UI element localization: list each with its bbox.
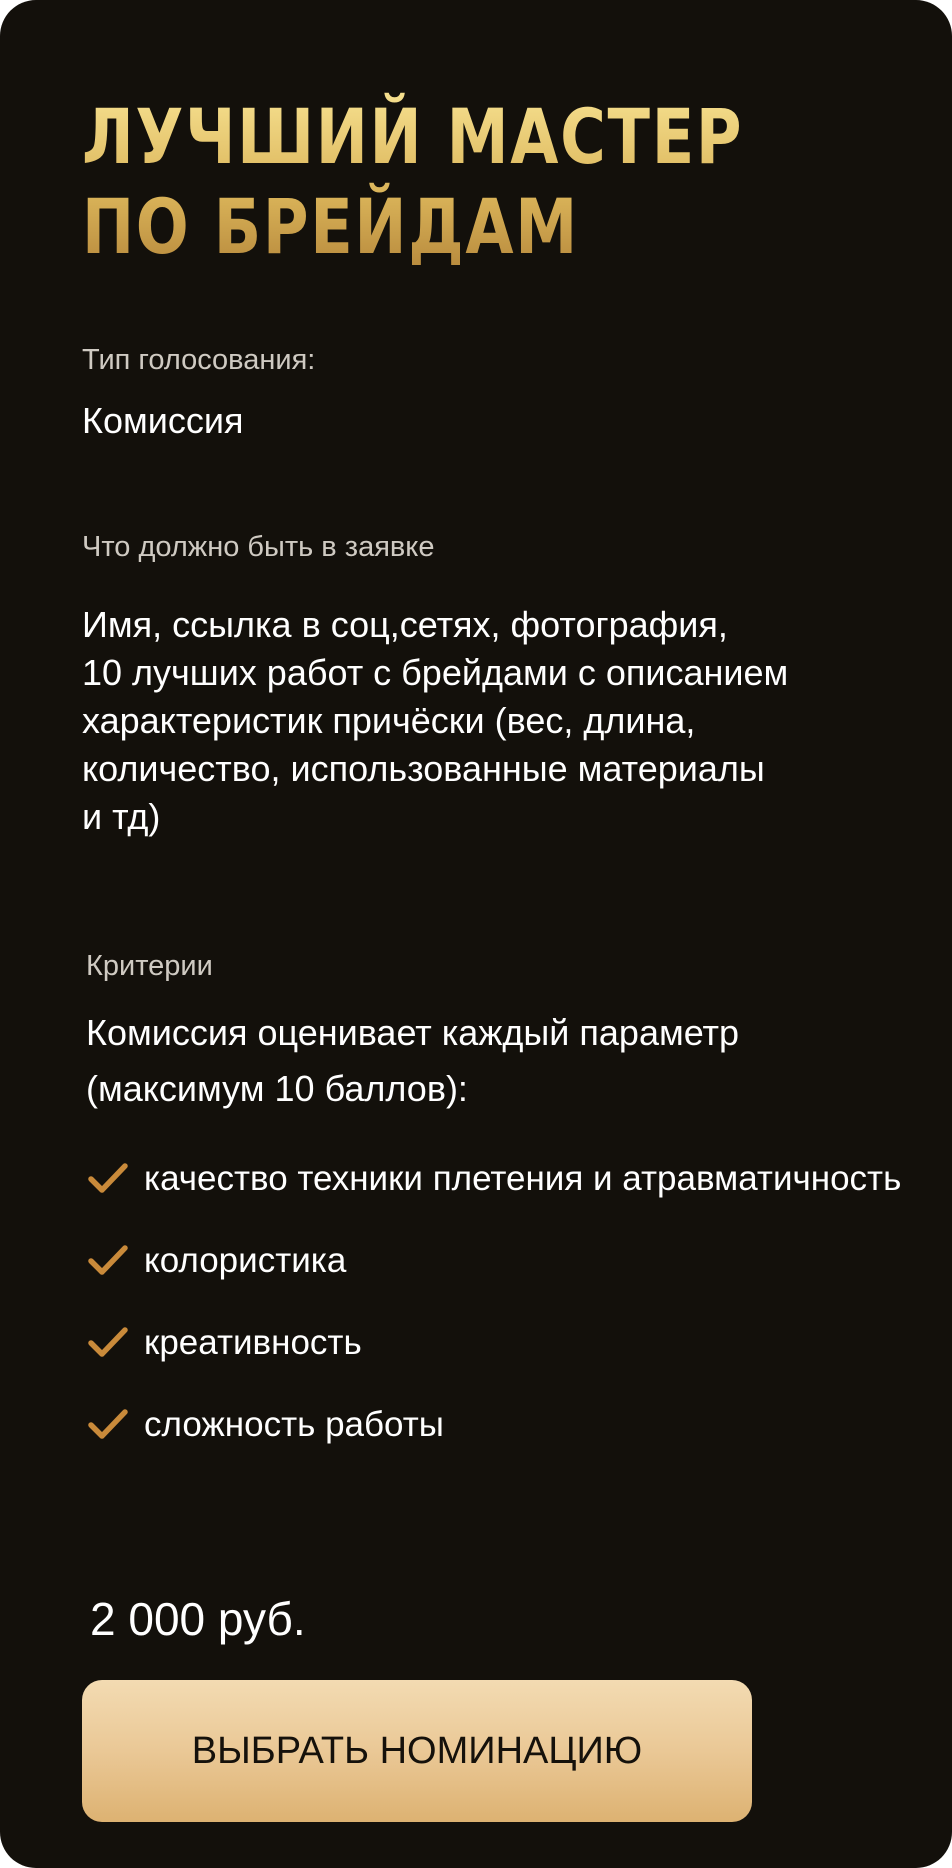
checkmark-icon (88, 1244, 128, 1278)
checkmark-icon (88, 1162, 128, 1196)
nomination-title (82, 92, 743, 272)
nomination-title-line-1: ЛУЧШИЙ МАСТЕР (82, 92, 744, 181)
criteria-item (88, 1138, 901, 1220)
criteria-list (88, 1138, 901, 1466)
criteria-item (88, 1302, 901, 1384)
criteria-item-label: колористика (144, 1241, 347, 1280)
voting-type-label: Тип голосования: (82, 344, 316, 376)
application-requirements-text: Имя, ссылка в соц,сетях, фотография, 10 лучших работ с брейдами с описанием характеристик причёски (вес, длина, количество, использованные материалы и тд) (82, 604, 789, 837)
criteria-intro: Комиссия оценивает каждый параметр (максимум 10 баллов): (86, 1012, 740, 1109)
price: 2 000 руб. (90, 1593, 306, 1645)
nomination-title-line-2: ПО БРЕЙДАМ (82, 182, 579, 271)
checkmark-icon (88, 1326, 128, 1360)
criteria-label: Критерии (86, 950, 213, 982)
criteria-item-label: качество техники плетения и атравматичность (144, 1159, 902, 1198)
criteria-item (88, 1220, 901, 1302)
application-requirements-label: Что должно быть в заявке (82, 531, 435, 563)
checkmark-icon (88, 1408, 128, 1442)
voting-type-value: Комиссия (82, 400, 244, 441)
choose-nomination-button[interactable]: ВЫБРАТЬ НОМИНАЦИЮ (82, 1680, 752, 1822)
criteria-item-label: креативность (144, 1323, 362, 1362)
criteria-item (88, 1384, 901, 1466)
criteria-item-label: сложность работы (144, 1405, 444, 1444)
